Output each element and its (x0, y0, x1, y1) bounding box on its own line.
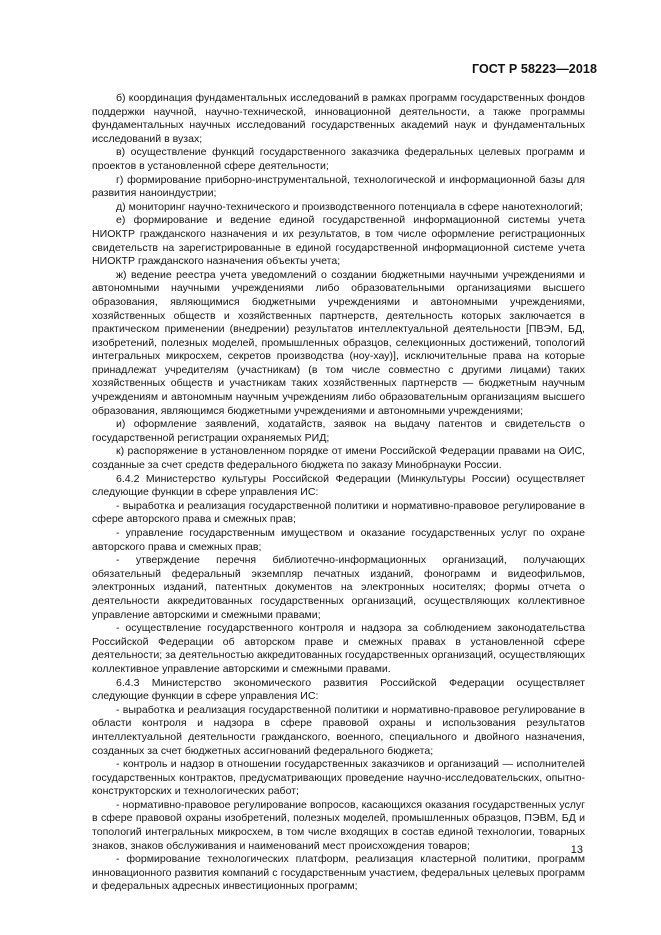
paragraph: к) распоряжение в установленном порядке от имени Российской Федерации правами на ОИС, созданные за счет средств федерального бюджета по заказу Минобрнауки России. (92, 445, 585, 472)
paragraph: г) формирование приборно-инструментальной, технологической и информационной базы для развития наноиндустрии; (92, 173, 585, 200)
standard-designation: ГОСТ Р 58223—2018 (471, 62, 597, 76)
list-item: - выработка и реализация государственной политики и нормативно-правовое регулирование в области контроля и надзора в сфере правовой охраны и использования результатов интеллектуальной деятельности гражданского, военного, специального и двойного назначения, созданных за счет бюджетных ассигнований федерального бюджета; (92, 703, 585, 757)
paragraph: и) оформление заявлений, ходатайств, заявок на выдачу патентов и свидетельств о государственной регистрации охраняемых РИД; (92, 418, 585, 444)
paragraph: е) формирование и ведение единой государственной информационной системы учета НИОКТР гражданского назначения и их результатов, в том числе оформление регистрационных свидетельств на зарегистрированные в единой государственной информационной системе учета НИОКТР гражданского назначения объекты учета; (92, 214, 585, 268)
body-text (92, 92, 585, 894)
list-item: - выработка и реализация государственной политики и нормативно-правовое регулирование в сфере авторского права и смежных прав; (92, 499, 585, 526)
paragraph: д) мониторинг научно-технического и производственного потенциала в сфере нанотехнологий; (116, 200, 583, 213)
page-number: 13 (570, 844, 583, 856)
list-item: - нормативно-правовое регулирование вопросов, касающихся оказания государственных услуг в сфере правовой охраны изобретений, полезных моделей, промышленных образцов, ПЭВМ, БД и топологий интегральных микросхем, в том числе входящих в состав единой технологии, товарных знаков, знаков обслуживания и наименований мест происхождения товаров; (92, 798, 585, 852)
section-paragraph: 6.4.2 Министерство культуры Российской Федерации (Минкультуры России) осуществляет следующие функции в сфере управления ИС: (92, 472, 585, 499)
paragraph: ж) ведение реестра учета уведомлений о создании бюджетными научными учреждениями и автономными научными учреждениями либо образовательными организациями высшего образования, являющимися бюджетными учреждениями и автономными учреждениями, хозяйственных обществ и хозяйственных партнерств, деятельность которых заключается в практическом применении (внедрении) результатов интеллектуальной деятельности [ПВЭМ, БД, изобретений, полезных моделей, промышленных образцов, селекционных достижений, топологий интегральных микросхем, секретов производства (ноу-хау)], исключительные права на которые принадлежат учредителям (участникам) (в том числе совместно с другими лицами) таких хозяйственных обществ и участникам таких хозяйственных партнерств — бюджетным научным учреждениям и автономным научным учреждениям либо образовательным организациям высшего образования, являющимся бюджетными учреждениями и автономными учреждениями; (92, 268, 585, 417)
paragraph: в) осуществление функций государственного заказчика федеральных целевых программ и проектов в установленной сфере деятельности; (92, 146, 585, 172)
list-item: - осуществление государственного контроля и надзора за соблюдением законодательства Российской Федерации об авторском праве и смежных правах в установленной сфере деятельности; за деятельностью аккредитованных государственных организаций, осуществляющих коллективное управление авторскими и смежными правами. (92, 622, 585, 675)
list-item: - формирование технологических платформ, реализация кластерной политики, программ инновационного развития компаний с государственным участием, федеральных целевых программ и федеральных адресных инвестиционных программ; (92, 853, 585, 893)
list-item: - управление государственным имуществом и оказание государственных услуг по охране авторского права и смежных прав; (92, 527, 585, 553)
paragraph: б) координация фундаментальных исследований в рамках программ государственных фондов поддержки научной, научно-технической, инновационной деятельности, а также программы фундаментальных научных исследований государственных академий наук и фундаментальных исследований в вузах; (92, 92, 585, 145)
list-item: - утверждение перечня библиотечно-информационных организаций, получающих обязательный федеральный экземпляр печатных изданий, фонограмм и видеофильмов, электронных изданий, патентных документов на электронных носителях; формы отчета о деятельности аккредитованных государственных организаций, осуществляющих коллективное управление авторскими и смежными правами; (92, 554, 585, 621)
section-paragraph: 6.4.3 Министерство экономического развития Российской Федерации осуществляет следующие функции в сфере управления ИС: (92, 676, 585, 703)
list-item: - контроль и надзор в отношении государственных заказчиков и организаций — исполнителей государственных контрактов, предусматривающих проведение научно-исследовательских, опытно-конструкторских и технологических работ; (92, 758, 585, 798)
